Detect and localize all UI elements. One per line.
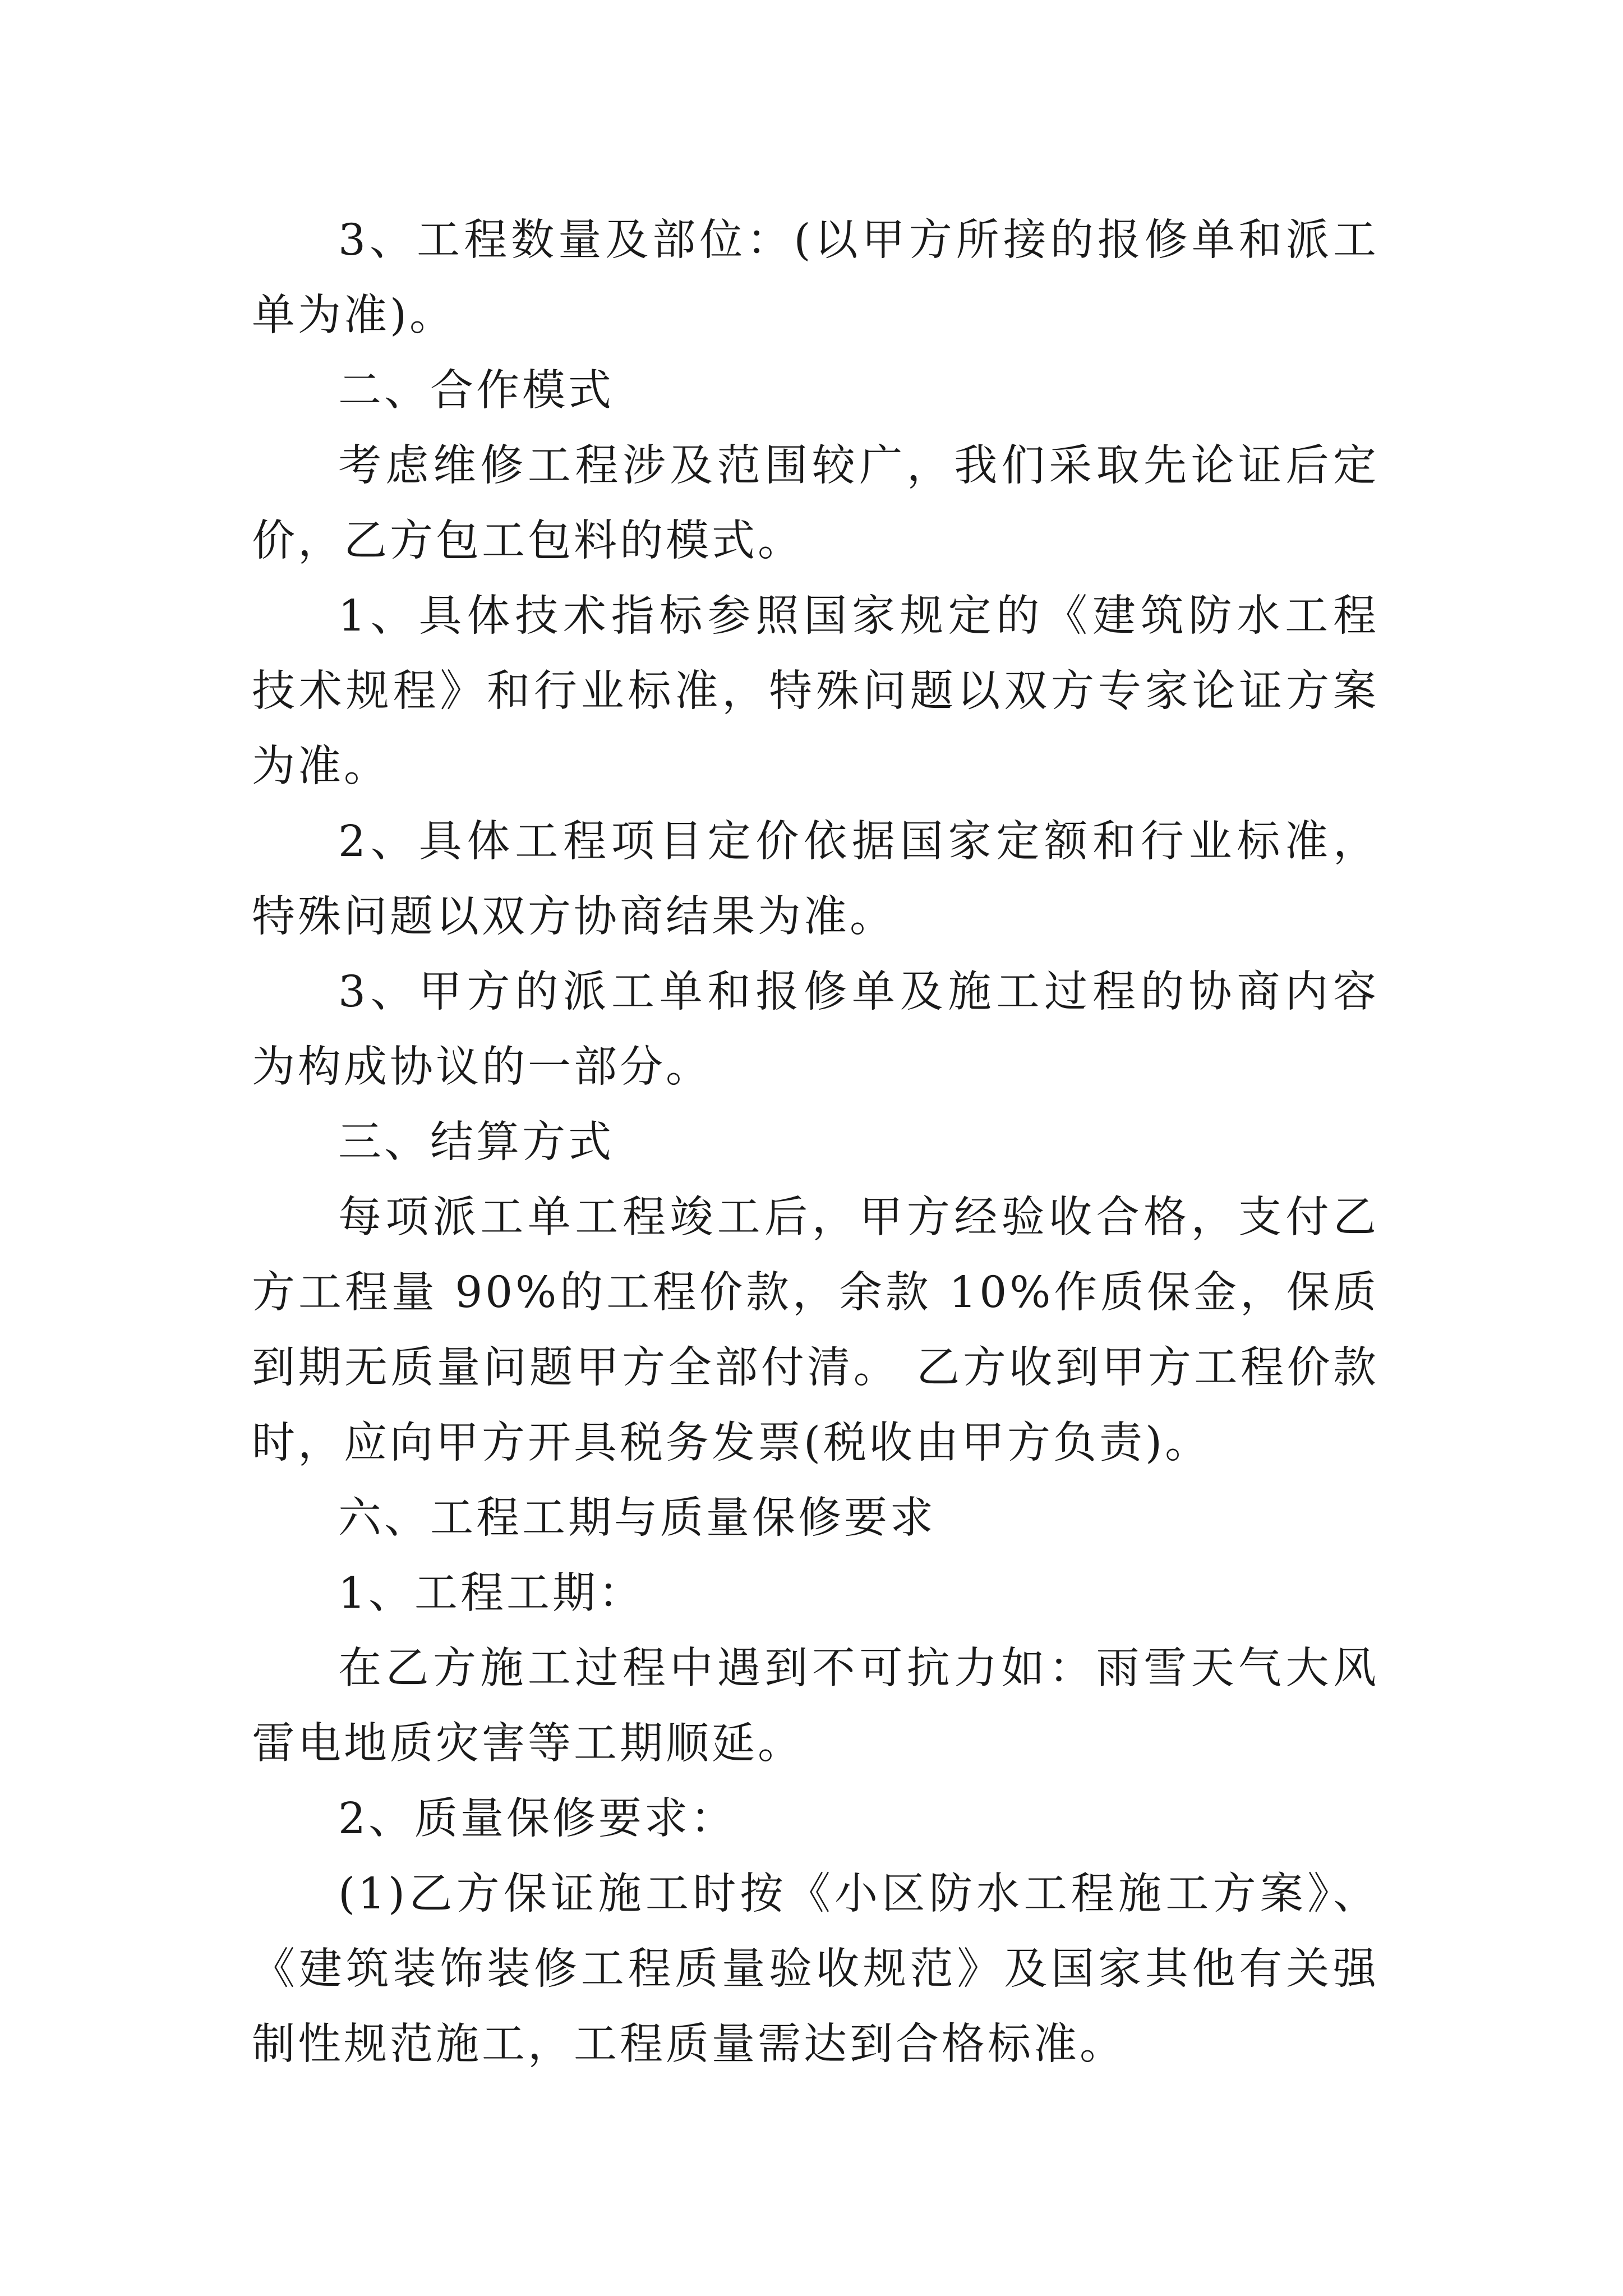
subheading-schedule: 1、工程工期： — [338, 1568, 644, 1618]
heading-schedule-quality: 六、工程工期与质量保修要求 — [338, 1493, 936, 1543]
paragraph-settlement-terms: 每项派工单工程竣工后，甲方经验收合格，支付乙方工程量 90%的工程价款，余款 10%作质保金，保质到期无质量问题甲方全部付清。 乙方收到甲方工程价款时，应向甲方开具税务发票(税收由甲方负责)。 — [252, 1193, 1379, 1468]
subheading-quality-warranty: 2、质量保修要求： — [338, 1794, 736, 1844]
paragraph-technical-standards: 1、具体技术指标参照国家规定的《建筑防水工程技术规程》和行业标准，特殊问题以双方专家论证方案为准。 — [252, 591, 1379, 792]
paragraph-quality-standards: (1)乙方保证施工时按《小区防水工程施工方案》、《建筑装饰装修工程质量验收规范》及国家其他有关强制性规范施工，工程质量需达到合格标准。 — [252, 1869, 1379, 2069]
paragraph-quantity-location: 3、工程数量及部位：(以甲方所接的报修单和派工单为准)。 — [252, 215, 1379, 341]
paragraph-cooperation-intro: 考虑维修工程涉及范围较广，我们采取先论证后定价，乙方包工包料的模式。 — [252, 441, 1379, 566]
document-body — [252, 203, 1379, 2082]
heading-cooperation-mode: 二、合作模式 — [338, 366, 614, 416]
heading-settlement: 三、结算方式 — [338, 1117, 614, 1167]
paragraph-force-majeure: 在乙方施工过程中遇到不可抗力如：雨雪天气大风雷电地质灾害等工期顺延。 — [252, 1644, 1379, 1769]
paragraph-dispatch-orders: 3、甲方的派工单和报修单及施工过程的协商内容为构成协议的一部分。 — [252, 967, 1379, 1092]
paragraph-pricing-basis: 2、具体工程项目定价依据国家定额和行业标准，特殊问题以双方协商结果为准。 — [252, 817, 1379, 942]
